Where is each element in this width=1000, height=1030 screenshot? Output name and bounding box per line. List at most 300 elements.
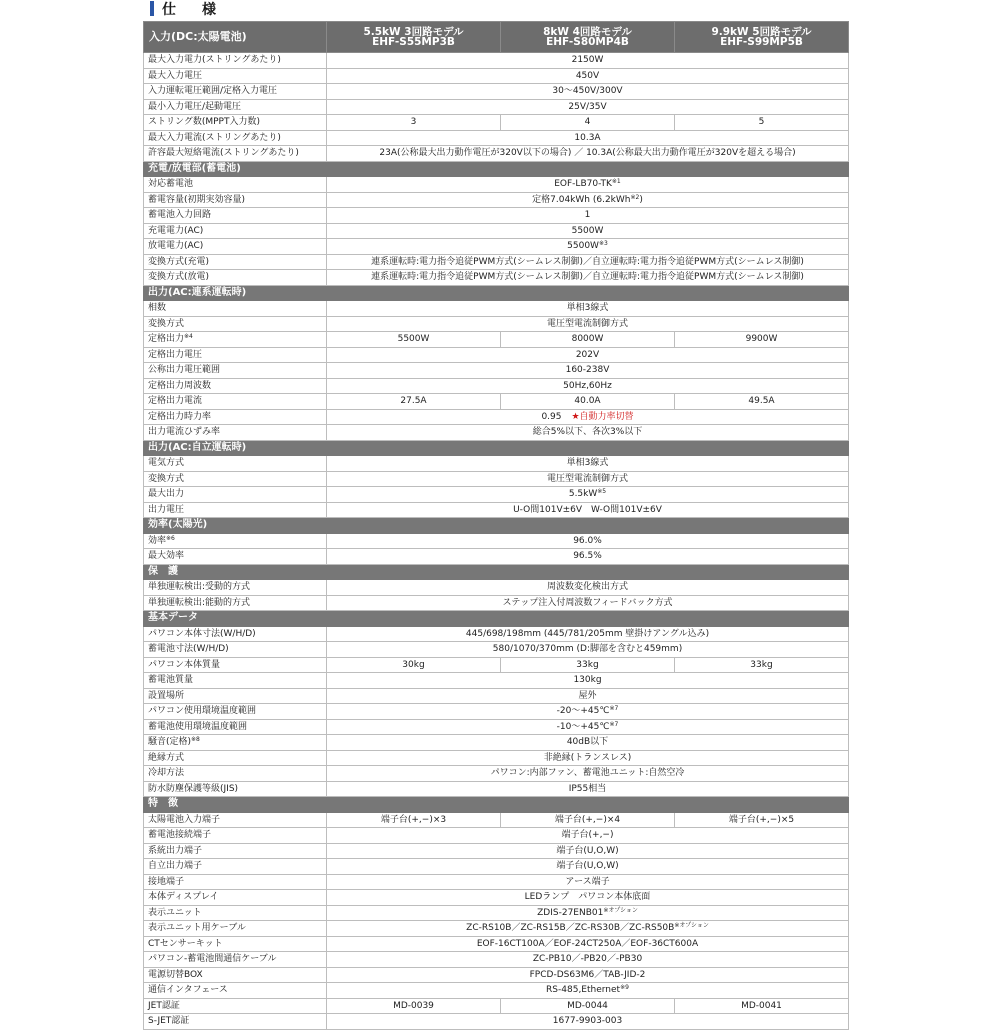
- section-title: 基本データ: [144, 611, 849, 627]
- section-header: [144, 611, 849, 627]
- spec-value-cell: [327, 332, 501, 348]
- spec-value: 450V: [575, 70, 600, 81]
- spec-value-cell: [327, 766, 849, 782]
- model-column-3: [675, 22, 849, 53]
- spec-label: 太陽電池入力端子: [148, 814, 221, 825]
- spec-row: [144, 378, 849, 394]
- spec-value: FPCD-DS63M6／TAB-JID-2: [529, 969, 646, 980]
- spec-row: [144, 626, 849, 642]
- spec-value: 非絶縁(トランスレス): [543, 752, 632, 763]
- spec-label: 設置場所: [148, 690, 185, 701]
- spec-row: [144, 223, 849, 239]
- spec-value-cell: [327, 580, 849, 596]
- spec-row: [144, 363, 849, 379]
- spec-value: ZDIS-27ENB01: [537, 907, 604, 918]
- spec-value: 0.95: [541, 411, 562, 422]
- section-header: [144, 797, 849, 813]
- spec-label-cell: [144, 704, 327, 720]
- spec-value-cell: [327, 301, 849, 317]
- spec-value-cell: [327, 84, 849, 100]
- spec-row: [144, 239, 849, 255]
- spec-row: [144, 533, 849, 549]
- spec-value-cell: [675, 115, 849, 131]
- spec-value-cell: [327, 68, 849, 84]
- spec-label: 自立出力端子: [148, 861, 203, 872]
- spec-value-cell: [327, 53, 849, 69]
- spec-value-cell: [327, 952, 849, 968]
- spec-row: [144, 890, 849, 906]
- spec-value-cell: [327, 130, 849, 146]
- spec-value: IP55相当: [568, 783, 607, 794]
- spec-row: [144, 750, 849, 766]
- spec-label-cell: [144, 781, 327, 797]
- spec-row: [144, 549, 849, 565]
- model-column-2: [501, 22, 675, 53]
- footnote-mark: ※7: [609, 705, 619, 713]
- section-header: [144, 564, 849, 580]
- spec-label: 最大入力電流(ストリングあたり): [148, 132, 281, 143]
- spec-label-cell: [144, 673, 327, 689]
- spec-row: [144, 316, 849, 332]
- spec-row: [144, 1014, 849, 1030]
- spec-row: [144, 332, 849, 348]
- spec-value: 160-238V: [565, 365, 610, 376]
- spec-value: 30～450V/300V: [552, 86, 623, 97]
- spec-label: 変換方式: [148, 473, 185, 484]
- spec-value-cell: [327, 781, 849, 797]
- spec-row: [144, 998, 849, 1014]
- spec-value-cell: [501, 812, 675, 828]
- spec-row: [144, 828, 849, 844]
- section-header: [144, 518, 849, 534]
- spec-value: 23A(公称最大出力動作電圧が320V以下の場合) ／ 10.3A(公称最大出力動作電圧が320Vを超える場合): [379, 148, 796, 159]
- spec-value: 連系運転時:電力指令追従PWM方式(シームレス制御)／自立運転時:電力指令追従PWM方式(シームレス制御): [371, 256, 804, 267]
- spec-label: 単独運転検出:能動的方式: [148, 597, 251, 608]
- spec-value-cell: [501, 657, 675, 673]
- spec-label: 充電電力(AC): [148, 225, 204, 236]
- spec-label-cell: [144, 270, 327, 286]
- spec-row: [144, 301, 849, 317]
- section-title: 出力(AC:連系運転時): [144, 285, 849, 301]
- spec-label-cell: [144, 456, 327, 472]
- footnote-mark: ※9: [620, 984, 629, 992]
- spec-row: [144, 84, 849, 100]
- spec-value-cell: [327, 967, 849, 983]
- spec-value: ZC-RS10B／ZC-RS15B／ZC-RS30B／ZC-RS50B: [466, 923, 675, 934]
- spec-value-cell: [327, 378, 849, 394]
- spec-label: 公称出力電圧範囲: [148, 365, 221, 376]
- spec-row: [144, 347, 849, 363]
- spec-value: 10.3A: [574, 132, 601, 143]
- spec-label-cell: [144, 425, 327, 441]
- spec-value: 5500W: [567, 241, 599, 252]
- spec-label-cell: [144, 68, 327, 84]
- spec-value-cell: [327, 487, 849, 503]
- spec-label: パワコン本体寸法(W/H/D): [148, 628, 256, 639]
- title-accent-bar: [150, 1, 154, 16]
- spec-row: [144, 843, 849, 859]
- section-header: [144, 285, 849, 301]
- spec-row: [144, 766, 849, 782]
- spec-label-cell: [144, 409, 327, 425]
- spec-value-cell: [327, 533, 849, 549]
- spec-label: 対応蓄電池: [148, 179, 194, 190]
- spec-label: 変換方式(放電): [148, 272, 210, 283]
- spec-value: RS-485,Ethernet: [546, 985, 621, 996]
- spec-label: 最大効率: [148, 551, 185, 562]
- spec-value-cell: [327, 890, 849, 906]
- spec-value-cell: [327, 456, 849, 472]
- spec-label-cell: [144, 502, 327, 518]
- spec-value-cell: [327, 394, 501, 410]
- spec-value: -10～+45℃: [556, 721, 610, 732]
- spec-label: 接地端子: [148, 876, 185, 887]
- spec-label-cell: [144, 394, 327, 410]
- spec-value-cell: [327, 905, 849, 921]
- spec-value-cell: [327, 626, 849, 642]
- spec-value-cell: [675, 657, 849, 673]
- spec-label: 定格出力電流: [148, 396, 203, 407]
- spec-row: [144, 812, 849, 828]
- spec-value-cell: [327, 921, 849, 937]
- spec-value: 連系運転時:電力指令追従PWM方式(シームレス制御)／自立運転時:電力指令追従PWM方式(シームレス制御): [371, 272, 804, 283]
- spec-value: 単相3線式: [566, 303, 609, 314]
- spec-label-cell: [144, 766, 327, 782]
- spec-row: [144, 735, 849, 751]
- spec-value-cell: [675, 332, 849, 348]
- spec-row: [144, 487, 849, 503]
- model-number: EHF-S55MP3B: [372, 36, 455, 48]
- spec-row: [144, 921, 849, 937]
- spec-row: [144, 642, 849, 658]
- page-title: [150, 0, 222, 17]
- spec-value: ステップ注入付周波数フィードバック方式: [502, 597, 673, 608]
- spec-row: [144, 425, 849, 441]
- spec-label-cell: [144, 952, 327, 968]
- spec-value-cell: [501, 998, 675, 1014]
- spec-label-cell: [144, 843, 327, 859]
- spec-label: 定格出力電圧: [148, 349, 203, 360]
- spec-value: 端子台(U,O,W): [556, 861, 619, 872]
- spec-row: [144, 502, 849, 518]
- spec-value: 2150W: [571, 55, 604, 66]
- spec-label: 最大入力電力(ストリングあたり): [148, 55, 281, 66]
- spec-value: 電圧型電流制御方式: [546, 318, 628, 329]
- spec-value: 96.0%: [573, 535, 602, 546]
- spec-label-cell: [144, 332, 327, 348]
- spec-value: 445/698/198mm (445/781/205mm 壁掛けアングル込み): [465, 628, 710, 639]
- spec-label: 蓄電池入力回路: [148, 210, 212, 221]
- spec-label-cell: [144, 130, 327, 146]
- spec-row: [144, 967, 849, 983]
- spec-row: [144, 409, 849, 425]
- spec-row: [144, 673, 849, 689]
- spec-value: 屋外: [578, 690, 597, 701]
- spec-value: 30kg: [402, 659, 425, 670]
- spec-row: [144, 254, 849, 270]
- spec-value-cell: [327, 750, 849, 766]
- spec-label: 放電電力(AC): [148, 241, 204, 252]
- spec-value-cell: [327, 223, 849, 239]
- footnote-mark: ※2: [630, 193, 640, 201]
- spec-value-cell: [327, 239, 849, 255]
- spec-value: 9900W: [745, 334, 778, 345]
- spec-label-cell: [144, 115, 327, 131]
- spec-value: 端子台(+,−)×4: [554, 814, 621, 825]
- spec-value-cell: [327, 502, 849, 518]
- spec-label-cell: [144, 177, 327, 193]
- spec-value-cell: [675, 394, 849, 410]
- spec-value-cell: [327, 208, 849, 224]
- spec-value-cell: [327, 99, 849, 115]
- spec-value: ZC-PB10／-PB20／-PB30: [532, 954, 643, 965]
- spec-label-cell: [144, 936, 327, 952]
- spec-row: [144, 394, 849, 410]
- section-header: [144, 440, 849, 456]
- spec-value: 5: [758, 117, 765, 128]
- spec-row: [144, 874, 849, 890]
- spec-label: 蓄電容量(初期実効容量): [148, 194, 246, 205]
- spec-label-cell: [144, 1014, 327, 1030]
- spec-label: JET認証: [148, 1000, 180, 1011]
- spec-label: 最小入力電圧/起動電圧: [148, 101, 242, 112]
- spec-label: 効率: [148, 535, 167, 546]
- spec-row: [144, 983, 849, 999]
- spec-value-cell: [327, 254, 849, 270]
- spec-value-cell: [327, 347, 849, 363]
- spec-label: ストリング数(MPPT入力数): [148, 117, 260, 128]
- spec-value-cell: [327, 316, 849, 332]
- spec-value: アース端子: [565, 876, 610, 887]
- spec-label-cell: [144, 192, 327, 208]
- spec-label: 定格出力周波数: [148, 380, 212, 391]
- spec-value: LEDランプ パワコン本体底面: [524, 892, 651, 903]
- spec-label-cell: [144, 378, 327, 394]
- spec-value: MD-0039: [393, 1000, 434, 1011]
- model-number: EHF-S80MP4B: [546, 36, 629, 48]
- spec-value: 33kg: [750, 659, 773, 670]
- spec-row: [144, 456, 849, 472]
- spec-value-suffix: ): [639, 194, 643, 205]
- spec-value: MD-0041: [741, 1000, 782, 1011]
- footnote-mark: ※オプション: [603, 906, 638, 914]
- spec-value-cell: [327, 270, 849, 286]
- spec-value-cell: [327, 704, 849, 720]
- spec-label-cell: [144, 363, 327, 379]
- spec-value: 40.0A: [574, 396, 601, 407]
- spec-row: [144, 68, 849, 84]
- spec-value: 33kg: [576, 659, 599, 670]
- spec-row: [144, 719, 849, 735]
- spec-value-cell: [327, 859, 849, 875]
- spec-label-cell: [144, 533, 327, 549]
- spec-label: 最大出力: [148, 489, 185, 500]
- spec-label: 定格出力: [148, 334, 185, 345]
- spec-value-cell: [327, 936, 849, 952]
- spec-row: [144, 595, 849, 611]
- spec-label: CTセンサーキット: [148, 938, 223, 949]
- spec-value-cell: [327, 146, 849, 162]
- spec-value-cell: [327, 998, 501, 1014]
- spec-label: 出力電圧: [148, 504, 185, 515]
- spec-row: [144, 146, 849, 162]
- spec-label-cell: [144, 998, 327, 1014]
- model-number: EHF-S99MP5B: [720, 36, 803, 48]
- spec-row: [144, 859, 849, 875]
- spec-value-cell: [327, 409, 849, 425]
- spec-row: [144, 704, 849, 720]
- spec-value: 単相3線式: [566, 458, 609, 469]
- spec-label-cell: [144, 921, 327, 937]
- spec-label: 許容最大短絡電流(ストリングあたり): [148, 148, 299, 159]
- spec-value: 27.5A: [400, 396, 427, 407]
- spec-row: [144, 781, 849, 797]
- spec-label: 蓄電池使用環境温度範囲: [148, 721, 248, 732]
- spec-value-cell: [675, 812, 849, 828]
- spec-value: 3: [410, 117, 417, 128]
- spec-table: [143, 21, 849, 1030]
- title-text: 仕 様: [162, 1, 222, 18]
- spec-label: 表示ユニット: [148, 907, 202, 918]
- spec-row: [144, 99, 849, 115]
- spec-label-cell: [144, 549, 327, 565]
- spec-value: 202V: [575, 349, 600, 360]
- spec-label-cell: [144, 750, 327, 766]
- spec-label-cell: [144, 828, 327, 844]
- spec-label: パワコン-蓄電池間通信ケーブル: [148, 954, 277, 965]
- spec-value: 49.5A: [748, 396, 775, 407]
- section-title: 効率(太陽光): [144, 518, 849, 534]
- spec-label-cell: [144, 146, 327, 162]
- spec-row: [144, 471, 849, 487]
- spec-value: MD-0044: [567, 1000, 608, 1011]
- spec-value: 端子台(+,−)×3: [380, 814, 447, 825]
- spec-label-cell: [144, 99, 327, 115]
- section-title: 充電/放電部(蓄電池): [144, 161, 849, 177]
- spec-label-cell: [144, 859, 327, 875]
- spec-label-cell: [144, 874, 327, 890]
- spec-value-cell: [327, 642, 849, 658]
- spec-label: 通信インタフェース: [148, 985, 228, 996]
- spec-label: 入力運転電圧範囲/定格入力電圧: [148, 86, 278, 97]
- footnote-mark: ※6: [166, 534, 175, 542]
- spec-value-cell: [675, 998, 849, 1014]
- spec-value-cell: [327, 177, 849, 193]
- spec-label: S-JET認証: [148, 1016, 190, 1027]
- spec-value: 1: [584, 210, 591, 221]
- spec-row: [144, 115, 849, 131]
- spec-label: 蓄電池接続端子: [148, 830, 212, 841]
- spec-value: EOF-LB70-TK: [554, 179, 612, 190]
- spec-value: 5.5kW: [568, 489, 598, 500]
- spec-row: [144, 688, 849, 704]
- spec-label: 絶縁方式: [148, 752, 185, 763]
- spec-label-cell: [144, 580, 327, 596]
- spec-value: 40dB以下: [566, 737, 609, 748]
- spec-label: 冷却方法: [148, 768, 185, 779]
- spec-value-cell: [327, 471, 849, 487]
- spec-label-cell: [144, 905, 327, 921]
- spec-label-cell: [144, 487, 327, 503]
- spec-value-cell: [327, 425, 849, 441]
- spec-label-cell: [144, 347, 327, 363]
- spec-label-cell: [144, 719, 327, 735]
- spec-label-cell: [144, 967, 327, 983]
- section-title: 出力(AC:自立運転時): [144, 440, 849, 456]
- spec-value-cell: [327, 1014, 849, 1030]
- spec-row: [144, 580, 849, 596]
- spec-label-cell: [144, 53, 327, 69]
- spec-value: 8000W: [571, 334, 604, 345]
- footnote-mark: ※オプション: [674, 922, 709, 930]
- section-title: 特 徴: [144, 797, 849, 813]
- spec-label-cell: [144, 316, 327, 332]
- spec-label-cell: [144, 812, 327, 828]
- spec-value-cell: [327, 192, 849, 208]
- footnote-mark: ※8: [191, 736, 200, 744]
- spec-label-cell: [144, 735, 327, 751]
- spec-value-cell: [327, 828, 849, 844]
- footnote-mark: ※7: [609, 720, 619, 728]
- spec-value: U-O間101V±6V W-O間101V±6V: [513, 504, 662, 515]
- spec-label-cell: [144, 657, 327, 673]
- spec-label-cell: [144, 642, 327, 658]
- spec-label: 蓄電池質量: [148, 675, 194, 686]
- spec-value-cell: [501, 332, 675, 348]
- spec-label: 電源切替BOX: [148, 969, 203, 980]
- spec-label: 相数: [148, 303, 167, 314]
- spec-value: 1677-9903-003: [552, 1016, 623, 1027]
- footnote-mark: ※4: [184, 333, 193, 341]
- spec-label-cell: [144, 84, 327, 100]
- spec-row: [144, 208, 849, 224]
- spec-value-cell: [327, 719, 849, 735]
- spec-value: 端子台(+,−): [561, 830, 614, 841]
- spec-label: 騒音(定格): [148, 737, 192, 748]
- spec-label: 定格出力時力率: [148, 411, 212, 422]
- spec-label-cell: [144, 890, 327, 906]
- spec-value-cell: [327, 983, 849, 999]
- spec-value-cell: [327, 115, 501, 131]
- spec-row: [144, 905, 849, 921]
- spec-value-cell: [501, 394, 675, 410]
- spec-label: 単独運転検出:受動的方式: [148, 582, 251, 593]
- spec-label-cell: [144, 688, 327, 704]
- spec-value-cell: [327, 735, 849, 751]
- spec-value-cell: [327, 874, 849, 890]
- spec-label: パワコン使用環境温度範囲: [148, 706, 257, 717]
- spec-row: [144, 936, 849, 952]
- spec-row: [144, 657, 849, 673]
- model-name: 9.9kW 5回路モデル: [711, 26, 812, 38]
- spec-value: 周波数変化検出方式: [546, 582, 628, 593]
- spec-value: パワコン:内部ファン、蓄電池ユニット:自然空冷: [490, 768, 685, 779]
- spec-row: [144, 130, 849, 146]
- spec-value-cell: [501, 115, 675, 131]
- model-column-1: [327, 22, 501, 53]
- spec-label: 表示ユニット用ケーブル: [148, 923, 246, 934]
- spec-value-cell: [327, 549, 849, 565]
- header-row: [144, 22, 849, 53]
- spec-value: 4: [584, 117, 591, 128]
- spec-label-cell: [144, 208, 327, 224]
- spec-value: 総合5%以下、各次3%以下: [532, 427, 643, 438]
- spec-row: [144, 53, 849, 69]
- spec-value: 5500W: [397, 334, 430, 345]
- spec-value: 580/1070/370mm (D:脚部を含むと459mm): [492, 644, 683, 655]
- spec-label: 防水防塵保護等級(JIS): [148, 783, 239, 794]
- spec-value: 25V/35V: [568, 101, 607, 112]
